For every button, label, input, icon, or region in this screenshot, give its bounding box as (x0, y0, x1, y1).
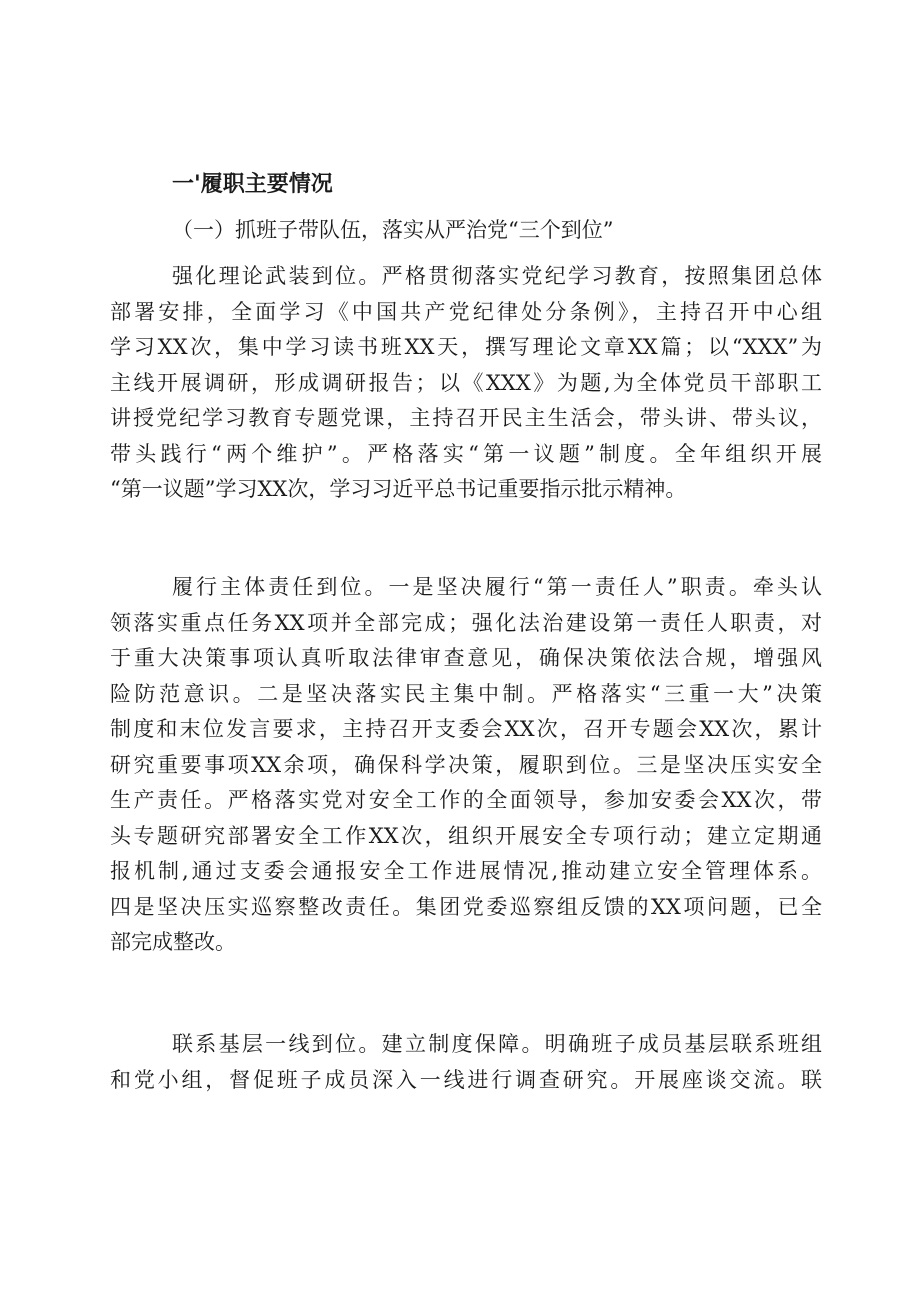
paragraph-line: 带头践行“两个维护”。严格落实“第一议题”制度。全年组织开展 (110, 441, 822, 466)
paragraph-line: “第一议题”学习XX次，学习习近平总书记重要指示批示精神。 (110, 477, 687, 501)
paragraph-line: 四是坚决压实巡察整改责任。集团党委巡察组反馈的XX项问题，已全 (110, 894, 822, 919)
paragraph-line: 报机制,通过支委会通报安全工作进展情况,推动建立安全管理体系。 (110, 859, 822, 883)
paragraph-line: 研究重要事项XX余项，确保科学决策，履职到位。三是坚决压实安全 (110, 752, 822, 777)
paragraph-line: 讲授党纪学习教育专题党课，主持召开民主生活会，带头讲、带头议， (110, 406, 822, 430)
paragraph-line: 领落实重点任务XX项并全部完成；强化法治建设第一责任人职责，对 (110, 610, 822, 635)
paragraph-line: 强化理论武装到位。严格贯彻落实党纪学习教育，按照集团总体 (172, 264, 822, 288)
paragraph-line: 履行主体责任到位。一是坚决履行“第一责任人”职责。牵头认 (172, 575, 822, 599)
paragraph-line: 制度和末位发言要求，主持召开支委会XX次，召开专题会XX次，累计 (110, 717, 822, 741)
paragraph-line: 头专题研究部署安全工作XX次，组织开展安全专项行动；建立定期通 (110, 823, 822, 848)
paragraph-line: 主线开展调研，形成调研报告；以《XXX》为题,为全体党员干部职工 (110, 370, 822, 395)
subsection-heading: （一）抓班子带队伍，落实从严治党“三个到位” (172, 218, 614, 242)
paragraph-line: 学习XX次，集中学习读书班XX天，撰写理论文章XX篇；以“XXX”为 (110, 335, 822, 359)
paragraph-line: 险防范意识。二是坚决落实民主集中制。严格落实“三重一大”决策 (110, 681, 822, 706)
paragraph-line: 于重大决策事项认真听取法律审查意见，确保决策依法合规，增强风 (110, 646, 822, 670)
paragraph-line: 部署安排，全面学习《中国共产党纪律处分条例》，主持召开中心组 (110, 299, 822, 324)
paragraph-theory (110, 259, 822, 508)
section-heading: 一'履职主要情况 (172, 172, 333, 197)
paragraph-line: 和党小组，督促班子成员深入一线进行调查研究。开展座谈交流。联 (110, 1067, 822, 1092)
paragraph-line: 联系基层一线到位。建立制度保障。明确班子成员基层联系班组 (172, 1032, 822, 1056)
paragraph-responsibility (110, 570, 822, 961)
paragraph-grassroots (110, 1027, 822, 1098)
paragraph-line: 部完成整改。 (110, 930, 236, 954)
paragraph-line: 生产责任。严格落实党对安全工作的全面领导，参加安委会XX次，带 (110, 788, 822, 812)
